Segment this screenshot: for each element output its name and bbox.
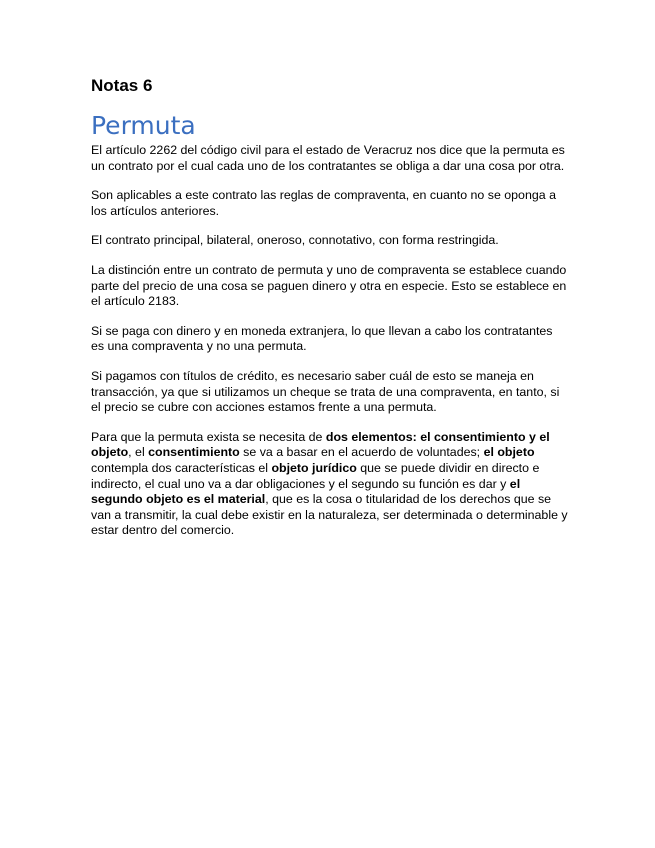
text-run: , que es la cosa o titularidad de los derechos que se van a transmitir, la cual debe existir en la naturaleza, ser determinada o determinable y estar dentro del comercio. [91,492,568,538]
text-run: Si se paga con dinero y en moneda extranjera, lo que llevan a cabo los contratantes es una compraventa y no una permuta. [91,323,553,354]
text-run: que se puede dividir en directo e indirecto, el cual uno va a dar obligaciones y el segundo su función es dar y [91,460,540,491]
text-run: La distinción entre un contrato de permuta y uno de compraventa se establece cuando parte del precio de una cosa se paguen dinero y otra en especie. Esto se establece en el artículo 2183. [91,262,567,309]
body-text [91,143,569,553]
text-run: , el [128,445,149,460]
notes-title: Notas 6 [91,76,153,95]
paragraph [91,188,569,219]
paragraph [91,324,569,355]
text-run: Si pagamos con títulos de crédito, es necesario saber cuál de esto se maneja en transacción, ya que si utilizamos un cheque se trata de una compraventa, en tanto, si el precio se cubre con acciones estamos frente a una permuta. [91,368,560,415]
bold-text: consentimiento [148,445,240,460]
text-run: Para que la permuta exista se necesita de [91,429,326,444]
paragraph [91,430,569,539]
text-run: El artículo 2262 del código civil para el estado de Veracruz nos dice que la permuta es un contrato por el cual cada uno de los contratantes se obliga a dar una cosa por otra. [91,143,565,173]
text-run: se va a basar en el acuerdo de voluntades; [239,445,484,460]
text-run: contempla dos características el [91,460,272,475]
bold-text: el objeto [483,445,535,460]
paragraph [91,233,569,249]
text-run: El contrato principal, bilateral, oneroso, connotativo, con forma restringida. [91,233,499,248]
paragraph [91,143,569,174]
section-heading: Permuta [91,111,196,140]
paragraph [91,263,569,310]
text-run: Son aplicables a este contrato las reglas de compraventa, en cuanto no se oponga a los artículos anteriores. [91,188,556,218]
bold-text: el segundo objeto es el material [91,476,521,507]
bold-text: dos elementos: el consentimiento y el objeto [91,429,550,460]
bold-text: objeto jurídico [271,460,357,475]
paragraph [91,369,569,416]
